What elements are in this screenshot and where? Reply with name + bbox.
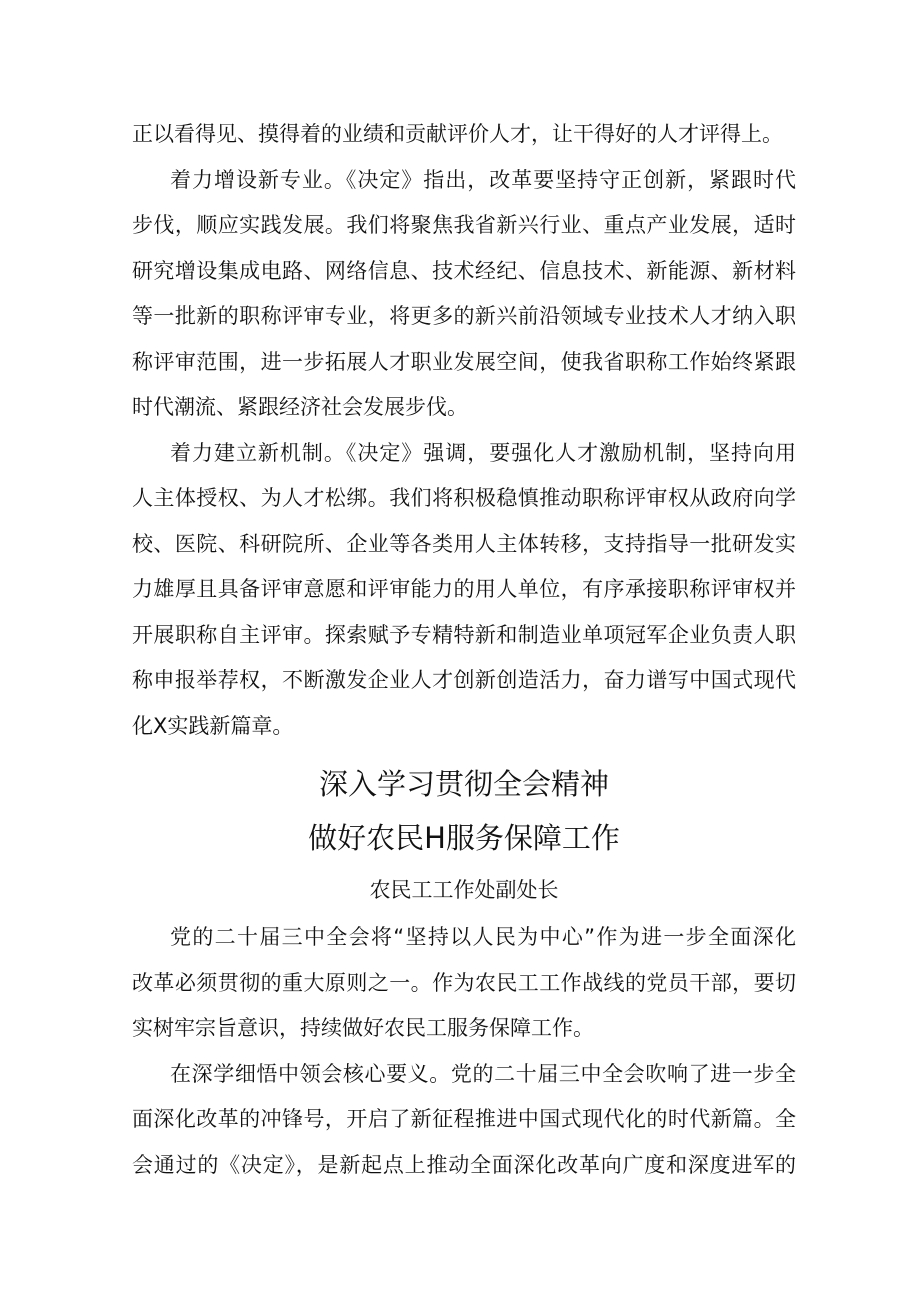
document-page (132, 112, 796, 1188)
paragraph-5 (132, 1052, 796, 1189)
paragraph-2 (132, 158, 796, 431)
text-line: 称申报举荐权，不断激发企业人才创新创造活力，奋力谱写中国式现代 (132, 668, 796, 692)
text-line: 正以看得见、摸得着的业绩和贡献评价人才，让干得好的人才评得上。 (132, 122, 783, 146)
text-line: 开展职称自主评审。探索赋予专精特新和制造业单项冠军企业负责人职 (132, 622, 796, 647)
text-line: 实树牢宗旨意识，持续做好农民工服务保障工作。 (132, 1016, 594, 1040)
text-line: 着力建立新机制。《决定》强调，要强化人才激励机制，坚持向用 (170, 440, 796, 465)
text-line: 时代潮流、紧跟经济社会发展步伐。 (132, 395, 468, 419)
text-line: 研究增设集成电路、网络信息、技术经纪、信息技术、新能源、新材料 (132, 258, 796, 283)
text-line: 力雄厚且具备评审意愿和评审能力的用人单位，有序承接职称评审权并 (132, 577, 796, 601)
text-line: 着力增设新专业。《决定》指出，改革要坚持守正创新，紧跟时代 (170, 167, 796, 192)
article-heading (132, 757, 796, 915)
text-line: 人主体授权、为人才松绑。我们将积极稳慎推动职称评审权从政府向学 (132, 486, 796, 510)
paragraph-4 (132, 915, 796, 1052)
article-title-line-2: 做好农民H服务保障工作 (308, 821, 620, 855)
text-line: 校、医院、科研院所、企业等各类用人主体转移，支持指导一批研发实 (132, 531, 796, 556)
text-line: 化X实践新篇章。 (132, 713, 294, 738)
author-line: 农民工工作处副处长 (369, 878, 559, 902)
article-title-line-1: 深入学习贯彻全会精神 (318, 767, 609, 801)
paragraph-1 (132, 112, 796, 158)
text-line: 面深化改革的冲锋号，开启了新征程推进中国式现代化的时代新篇。全 (132, 1107, 796, 1131)
text-line: 称评审范围，进一步拓展人才职业发展空间，使我省职称工作始终紧跟 (132, 349, 796, 374)
text-line: 改革必须贯彻的重大原则之一。作为农民工工作战线的党员干部，要切 (132, 970, 796, 995)
text-line: 步伐，顺应实践发展。我们将聚焦我省新兴行业、重点产业发展，适时 (132, 213, 796, 237)
text-line: 党的二十届三中全会将“坚持以人民为中心”作为进一步全面深化 (170, 925, 796, 949)
text-line: 会通过的《决定》，是新起点上推动全面深化改革向广度和深度进军的 (132, 1152, 796, 1177)
paragraph-3 (132, 431, 796, 750)
text-line: 等一批新的职称评审专业，将更多的新兴前沿领域专业技术人才纳入职 (132, 304, 796, 328)
text-line: 在深学细悟中领会核心要义。党的二十届三中全会吹响了进一步全 (170, 1061, 796, 1086)
